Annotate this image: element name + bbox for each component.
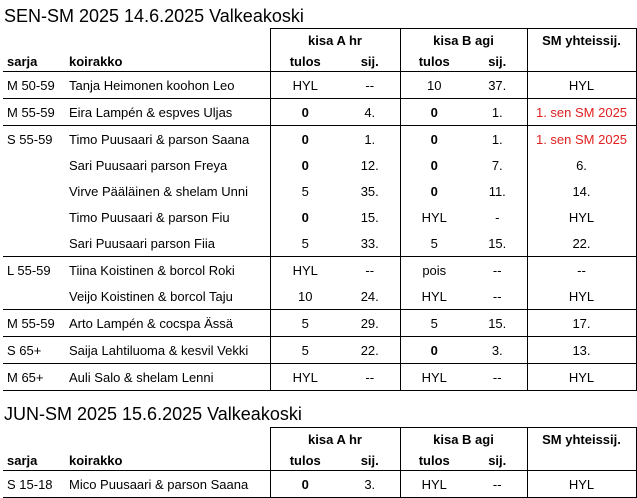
kisa-a-tulos-cell: 5 xyxy=(270,337,340,364)
sen-header-sij-a: sij. xyxy=(360,53,379,69)
kisa-b-tulos-cell: 10 xyxy=(400,72,468,99)
kisa-a-sij-cell: 22. xyxy=(340,337,400,364)
kisa-b-sij-cell: 15. xyxy=(468,310,527,337)
sm-sij-cell: 6. xyxy=(527,152,636,178)
sen-header-row-1 xyxy=(3,29,636,52)
sen-header-kisa-a: kisa A hr xyxy=(270,29,400,52)
kisa-b-sij-cell: -- xyxy=(468,257,527,284)
kisa-b-tulos-cell: 0 xyxy=(400,178,468,204)
sen-header-kisa-b: kisa B agi xyxy=(400,29,527,52)
kisa-b-sij-cell: 1. xyxy=(468,126,527,153)
koirakko-cell: Tiina Koistinen & borcol Roki xyxy=(65,257,270,284)
koirakko-cell: Veijo Koistinen & borcol Taju xyxy=(65,283,270,310)
kisa-a-tulos-cell: HYL xyxy=(270,364,340,391)
kisa-b-sij-cell: 3. xyxy=(468,337,527,364)
kisa-b-sij-cell: 7. xyxy=(491,157,503,173)
table-row xyxy=(3,72,636,99)
kisa-a-sij-cell: 35. xyxy=(360,183,379,199)
kisa-b-tulos-cell: HYL xyxy=(400,471,468,498)
kisa-b-sij-cell: -- xyxy=(468,364,527,391)
kisa-a-tulos-cell: HYL xyxy=(270,72,340,99)
kisa-b-sij-cell: 37. xyxy=(468,72,527,99)
sarja-cell: M 65+ xyxy=(3,364,65,391)
kisa-a-tulos-cell: HYL xyxy=(270,257,340,284)
table-row xyxy=(3,283,636,310)
koirakko-cell: Timo Puusaari & parson Fiu xyxy=(65,204,270,230)
kisa-b-tulos-cell: 0 xyxy=(400,152,468,178)
jun-table-body xyxy=(3,471,636,498)
kisa-a-sij-cell: 1. xyxy=(340,126,400,153)
kisa-a-tulos-cell: 0 xyxy=(270,471,340,498)
sen-header-row-2 xyxy=(3,51,636,72)
table-row xyxy=(3,178,636,204)
koirakko-cell: Saija Lahtiluoma & kesvil Vekki xyxy=(65,337,270,364)
kisa-a-sij-cell: 33. xyxy=(360,235,379,251)
sen-header-tulos-b: tulos xyxy=(400,51,468,72)
jun-header-blank xyxy=(65,428,270,451)
jun-title: JUN-SM 2025 15.6.2025 Valkeakoski xyxy=(4,404,302,424)
kisa-a-tulos-cell: 0 xyxy=(301,157,309,173)
sen-results-table xyxy=(3,28,637,391)
sm-sij-cell: 1. sen SM 2025 xyxy=(527,99,636,126)
kisa-a-sij-cell: -- xyxy=(340,364,400,391)
jun-header-row-2 xyxy=(3,450,636,471)
kisa-b-tulos-cell: 5 xyxy=(400,310,468,337)
kisa-a-tulos-cell: 0 xyxy=(270,126,340,153)
sen-header-sm: SM yhteissij. xyxy=(527,29,636,52)
jun-header-sarja: sarja xyxy=(7,452,38,468)
table-row xyxy=(3,310,636,337)
sarja-cell: S 65+ xyxy=(3,337,65,364)
kisa-b-sij-cell: -- xyxy=(468,471,527,498)
koirakko-cell: Arto Lampén & cocspa Ässä xyxy=(65,310,270,337)
sarja-cell: S 15-18 xyxy=(3,471,65,498)
sarja-cell xyxy=(3,204,65,230)
sarja-cell xyxy=(3,152,65,178)
kisa-a-tulos-cell: 5 xyxy=(301,183,309,199)
kisa-a-sij-cell: 4. xyxy=(340,99,400,126)
kisa-b-sij-cell: 11. xyxy=(488,183,506,199)
sen-table-body xyxy=(3,72,636,391)
koirakko-cell: Sari Puusaari parson Fiia xyxy=(65,230,270,257)
sen-header-blank xyxy=(3,29,65,52)
jun-header-sij-b: sij. xyxy=(488,452,507,468)
koirakko-cell: Virve Pääläinen & shelam Unni xyxy=(65,178,270,204)
table-row xyxy=(3,257,636,284)
kisa-b-sij-cell: - xyxy=(495,209,500,225)
kisa-a-sij-cell: 29. xyxy=(340,310,400,337)
sarja-cell xyxy=(3,230,65,257)
sm-sij-cell: 1. sen SM 2025 xyxy=(527,126,636,153)
kisa-a-tulos-cell: 5 xyxy=(301,235,309,251)
jun-header-row-1 xyxy=(3,428,636,451)
kisa-a-sij-cell: -- xyxy=(340,72,400,99)
sarja-cell: M 55-59 xyxy=(3,310,65,337)
table-row xyxy=(3,230,636,257)
jun-header-blank xyxy=(3,428,65,451)
sarja-cell xyxy=(3,283,65,310)
table-row xyxy=(3,204,636,230)
kisa-b-tulos-cell: HYL xyxy=(400,204,468,230)
kisa-b-tulos-cell: HYL xyxy=(400,364,468,391)
table-row xyxy=(3,471,636,498)
sm-sij-cell: 22. xyxy=(527,230,636,257)
kisa-a-tulos-cell: 10 xyxy=(298,288,313,304)
jun-header-sm: SM yhteissij. xyxy=(527,428,636,451)
sm-sij-cell: HYL xyxy=(527,364,636,391)
sen-header-blank xyxy=(65,29,270,52)
sm-sij-cell: HYL xyxy=(527,283,636,310)
sarja-cell: S 55-59 xyxy=(3,126,65,153)
kisa-a-sij-cell: 15. xyxy=(360,209,379,225)
kisa-b-tulos-cell: pois xyxy=(400,257,468,284)
sm-sij-cell: HYL xyxy=(527,72,636,99)
koirakko-cell: Sari Puusaari parson Freya xyxy=(65,152,270,178)
jun-header-tulos-b: tulos xyxy=(400,450,468,471)
koirakko-cell: Eira Lampén & espves Uljas xyxy=(65,99,270,126)
sarja-cell: M 55-59 xyxy=(3,99,65,126)
table-row xyxy=(3,126,636,153)
jun-header-kisa-b: kisa B agi xyxy=(400,428,527,451)
jun-header-sm-blank xyxy=(527,450,636,471)
sm-sij-cell: HYL xyxy=(527,204,636,230)
sen-header-sm-blank xyxy=(527,51,636,72)
jun-header-tulos-a: tulos xyxy=(289,452,321,468)
koirakko-cell: Tanja Heimonen koohon Leo xyxy=(65,72,270,99)
sen-header-koirakko: koirakko xyxy=(65,51,270,72)
kisa-a-sij-cell: 24. xyxy=(360,288,379,304)
kisa-a-sij-cell: -- xyxy=(340,257,400,284)
kisa-b-sij-cell: -- xyxy=(492,288,502,304)
table-row xyxy=(3,152,636,178)
kisa-a-tulos-cell: 0 xyxy=(270,99,340,126)
kisa-b-tulos-cell: 0 xyxy=(400,126,468,153)
jun-results-table xyxy=(3,427,637,498)
koirakko-cell: Timo Puusaari & parson Saana xyxy=(65,126,270,153)
table-row xyxy=(3,337,636,364)
table-row xyxy=(3,364,636,391)
kisa-b-tulos-cell: HYL xyxy=(400,283,468,310)
kisa-b-sij-cell: 1. xyxy=(468,99,527,126)
kisa-a-tulos-cell: 0 xyxy=(301,209,309,225)
kisa-a-tulos-cell: 5 xyxy=(270,310,340,337)
kisa-a-sij-cell: 12. xyxy=(360,157,379,173)
jun-header-kisa-a: kisa A hr xyxy=(270,428,400,451)
sm-sij-cell: 14. xyxy=(527,178,636,204)
kisa-b-tulos-cell: 0 xyxy=(400,99,468,126)
kisa-b-tulos-cell: 5 xyxy=(400,230,468,257)
sarja-cell: L 55-59 xyxy=(3,257,65,284)
sen-header-tulos-a: tulos xyxy=(289,53,321,69)
sm-sij-cell: -- xyxy=(527,257,636,284)
kisa-b-tulos-cell: 0 xyxy=(400,337,468,364)
koirakko-cell: Auli Salo & shelam Lenni xyxy=(65,364,270,391)
koirakko-cell: Mico Puusaari & parson Saana xyxy=(65,471,270,498)
sm-sij-cell: HYL xyxy=(527,471,636,498)
kisa-b-sij-cell: 15. xyxy=(488,235,507,251)
jun-header-koirakko: koirakko xyxy=(65,450,270,471)
sen-header-sarja: sarja xyxy=(7,53,38,69)
sm-sij-cell: 13. xyxy=(527,337,636,364)
sarja-cell xyxy=(3,178,65,204)
table-row xyxy=(3,99,636,126)
kisa-a-sij-cell: 3. xyxy=(340,471,400,498)
sen-title: SEN-SM 2025 14.6.2025 Valkeakoski xyxy=(4,6,304,26)
sarja-cell: M 50-59 xyxy=(3,72,65,99)
jun-header-sij-a: sij. xyxy=(360,452,379,468)
sm-sij-cell: 17. xyxy=(527,310,636,337)
sen-header-sij-b: sij. xyxy=(488,53,507,69)
